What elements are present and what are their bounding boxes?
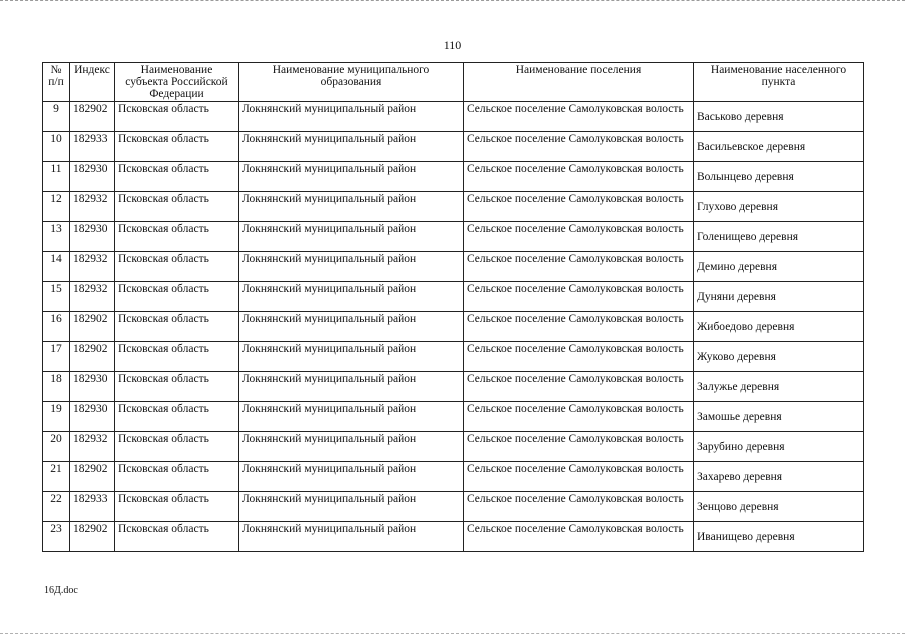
cell-municipality: Локнянский муниципальный район xyxy=(239,342,464,372)
cell-subject: Псковская область xyxy=(115,282,239,312)
cell-index: 182902 xyxy=(70,462,115,492)
scan-edge-top xyxy=(0,0,905,7)
cell-subject: Псковская область xyxy=(115,132,239,162)
cell-subject: Псковская область xyxy=(115,372,239,402)
header-subject: Наименование субъекта Российской Федерации xyxy=(115,63,239,102)
cell-municipality: Локнянский муниципальный район xyxy=(239,462,464,492)
cell-num: 14 xyxy=(43,252,70,282)
header-row xyxy=(43,63,864,102)
table-row xyxy=(43,312,864,342)
cell-num: 10 xyxy=(43,132,70,162)
cell-municipality: Локнянский муниципальный район xyxy=(239,522,464,552)
cell-index: 182930 xyxy=(70,402,115,432)
cell-locality: Волынцево деревня xyxy=(694,162,864,192)
cell-locality: Жибоедово деревня xyxy=(694,312,864,342)
cell-municipality: Локнянский муниципальный район xyxy=(239,102,464,132)
cell-num: 22 xyxy=(43,492,70,522)
registry-table xyxy=(42,62,864,552)
cell-municipality: Локнянский муниципальный район xyxy=(239,252,464,282)
table-row xyxy=(43,102,864,132)
table-row xyxy=(43,372,864,402)
cell-settlement: Сельское поселение Самолуковская волость xyxy=(464,372,694,402)
cell-municipality: Локнянский муниципальный район xyxy=(239,372,464,402)
cell-settlement: Сельское поселение Самолуковская волость xyxy=(464,492,694,522)
cell-subject: Псковская область xyxy=(115,252,239,282)
cell-index: 182932 xyxy=(70,282,115,312)
cell-subject: Псковская область xyxy=(115,222,239,252)
table-row xyxy=(43,132,864,162)
cell-num: 13 xyxy=(43,222,70,252)
table-row xyxy=(43,282,864,312)
cell-num: 18 xyxy=(43,372,70,402)
cell-municipality: Локнянский муниципальный район xyxy=(239,492,464,522)
cell-settlement: Сельское поселение Самолуковская волость xyxy=(464,192,694,222)
table-row xyxy=(43,432,864,462)
cell-subject: Псковская область xyxy=(115,312,239,342)
cell-index: 182933 xyxy=(70,492,115,522)
footer-filename: 16Д.doc xyxy=(44,585,78,596)
cell-settlement: Сельское поселение Самолуковская волость xyxy=(464,402,694,432)
cell-num: 11 xyxy=(43,162,70,192)
cell-settlement: Сельское поселение Самолуковская волость xyxy=(464,462,694,492)
table-row xyxy=(43,522,864,552)
cell-index: 182902 xyxy=(70,102,115,132)
cell-settlement: Сельское поселение Самолуковская волость xyxy=(464,312,694,342)
cell-subject: Псковская область xyxy=(115,432,239,462)
cell-municipality: Локнянский муниципальный район xyxy=(239,312,464,342)
cell-subject: Псковская область xyxy=(115,102,239,132)
cell-municipality: Локнянский муниципальный район xyxy=(239,222,464,252)
cell-index: 182930 xyxy=(70,372,115,402)
cell-settlement: Сельское поселение Самолуковская волость xyxy=(464,342,694,372)
cell-municipality: Локнянский муниципальный район xyxy=(239,282,464,312)
table-row xyxy=(43,192,864,222)
cell-locality: Иванищево деревня xyxy=(694,522,864,552)
cell-municipality: Локнянский муниципальный район xyxy=(239,402,464,432)
cell-subject: Псковская область xyxy=(115,342,239,372)
cell-locality: Зарубино деревня xyxy=(694,432,864,462)
header-settlement: Наименование поселения xyxy=(464,63,694,102)
cell-index: 182902 xyxy=(70,342,115,372)
cell-index: 182932 xyxy=(70,432,115,462)
cell-subject: Псковская область xyxy=(115,522,239,552)
cell-index: 182902 xyxy=(70,522,115,552)
cell-index: 182930 xyxy=(70,222,115,252)
cell-municipality: Локнянский муниципальный район xyxy=(239,192,464,222)
cell-municipality: Локнянский муниципальный район xyxy=(239,432,464,462)
cell-num: 19 xyxy=(43,402,70,432)
table-row xyxy=(43,342,864,372)
cell-locality: Захарево деревня xyxy=(694,462,864,492)
cell-settlement: Сельское поселение Самолуковская волость xyxy=(464,252,694,282)
cell-settlement: Сельское поселение Самолуковская волость xyxy=(464,522,694,552)
cell-num: 9 xyxy=(43,102,70,132)
cell-num: 12 xyxy=(43,192,70,222)
cell-locality: Дуняни деревня xyxy=(694,282,864,312)
header-municipality: Наименование муниципального образования xyxy=(239,63,464,102)
table-header xyxy=(43,63,864,102)
table-row xyxy=(43,492,864,522)
cell-locality: Замошье деревня xyxy=(694,402,864,432)
cell-index: 182932 xyxy=(70,252,115,282)
cell-settlement: Сельское поселение Самолуковская волость xyxy=(464,132,694,162)
header-locality: Наименование населенного пункта xyxy=(694,63,864,102)
cell-locality: Зенцово деревня xyxy=(694,492,864,522)
cell-subject: Псковская область xyxy=(115,192,239,222)
cell-subject: Псковская область xyxy=(115,162,239,192)
table-row xyxy=(43,252,864,282)
cell-index: 182930 xyxy=(70,162,115,192)
cell-num: 15 xyxy=(43,282,70,312)
cell-num: 17 xyxy=(43,342,70,372)
cell-num: 16 xyxy=(43,312,70,342)
cell-subject: Псковская область xyxy=(115,402,239,432)
page-number: 110 xyxy=(443,38,462,52)
cell-num: 23 xyxy=(43,522,70,552)
table-row xyxy=(43,462,864,492)
cell-locality: Васьково деревня xyxy=(694,102,864,132)
cell-index: 182902 xyxy=(70,312,115,342)
cell-locality: Голенищево деревня xyxy=(694,222,864,252)
cell-subject: Псковская область xyxy=(115,462,239,492)
cell-index: 182932 xyxy=(70,192,115,222)
cell-settlement: Сельское поселение Самолуковская волость xyxy=(464,432,694,462)
cell-locality: Васильевское деревня xyxy=(694,132,864,162)
cell-municipality: Локнянский муниципальный район xyxy=(239,132,464,162)
table-body xyxy=(43,102,864,552)
cell-locality: Жуково деревня xyxy=(694,342,864,372)
header-num: № п/п xyxy=(43,63,70,102)
cell-settlement: Сельское поселение Самолуковская волость xyxy=(464,222,694,252)
cell-locality: Глухово деревня xyxy=(694,192,864,222)
table-row xyxy=(43,162,864,192)
scan-edge-bottom xyxy=(0,633,905,640)
cell-locality: Залужье деревня xyxy=(694,372,864,402)
table-row xyxy=(43,402,864,432)
cell-subject: Псковская область xyxy=(115,492,239,522)
cell-num: 21 xyxy=(43,462,70,492)
cell-settlement: Сельское поселение Самолуковская волость xyxy=(464,162,694,192)
cell-settlement: Сельское поселение Самолуковская волость xyxy=(464,282,694,312)
cell-index: 182933 xyxy=(70,132,115,162)
cell-settlement: Сельское поселение Самолуковская волость xyxy=(464,102,694,132)
cell-municipality: Локнянский муниципальный район xyxy=(239,162,464,192)
cell-num: 20 xyxy=(43,432,70,462)
cell-locality: Демино деревня xyxy=(694,252,864,282)
table-row xyxy=(43,222,864,252)
header-index: Индекс xyxy=(70,63,115,102)
